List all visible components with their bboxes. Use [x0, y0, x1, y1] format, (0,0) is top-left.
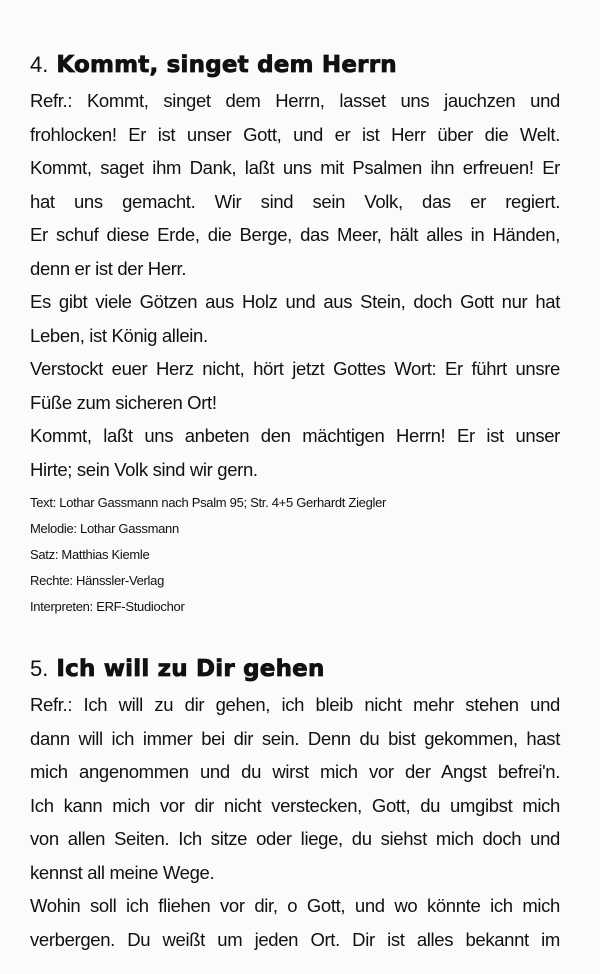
- lyric-line: mich angenommen und du wirst mich vor der Angst befrei'n.: [30, 761, 560, 782]
- song-credits: [30, 490, 560, 620]
- credit-performers: Interpreten: ERF-Studiochor: [30, 599, 185, 614]
- song-title: Ich will zu Dir gehen: [56, 656, 325, 682]
- song-number: 4.: [30, 52, 49, 77]
- lyric-line: Refr.: Kommt, singet dem Herrn, lasset uns jauchzen und: [30, 90, 560, 111]
- lyric-line: frohlocken! Er ist unser Gott, und er ist Herr über die Welt.: [30, 123, 560, 145]
- song-title: Kommt, singet dem Herrn: [56, 52, 397, 78]
- lyric-line: Wohin soll ich fliehen vor dir, o Gott, und wo könnte ich mich: [30, 895, 560, 916]
- song-number: 5.: [30, 656, 49, 681]
- lyric-line: hat uns gemacht. Wir sind sein Volk, das er regiert.: [30, 190, 560, 212]
- credit-arrangement: Satz: Matthias Kiemle: [30, 547, 150, 562]
- lyric-line: Es gibt viele Götzen aus Holz und aus Stein, doch Gott nur hat: [30, 291, 560, 312]
- song-4: [30, 52, 560, 620]
- lyric-line: Leben, ist König allein.: [30, 324, 208, 346]
- lyric-line: kennst all meine Wege.: [30, 861, 215, 883]
- song-lyrics: [30, 688, 560, 956]
- credit-rights: Rechte: Hänssler-Verlag: [30, 573, 164, 588]
- credit-melody: Melodie: Lothar Gassmann: [30, 521, 179, 536]
- song-heading: [30, 656, 560, 682]
- lyric-line: denn er ist der Herr.: [30, 257, 187, 279]
- credit-text: Text: Lothar Gassmann nach Psalm 95; Str. 4+5 Gerhardt Ziegler: [30, 495, 387, 510]
- lyric-line: verbergen. Du weißt um jeden Ort. Dir ist alles bekannt im: [30, 928, 560, 950]
- lyric-line: Füße zum sicheren Ort!: [30, 391, 217, 413]
- lyric-line: Kommt, saget ihm Dank, laßt uns mit Psalmen ihn erfreuen! Er: [30, 157, 560, 178]
- lyric-line: von allen Seiten. Ich sitze oder liege, du siehst mich doch und: [30, 828, 560, 849]
- lyric-line: Er schuf diese Erde, die Berge, das Meer, hält alles in Händen,: [30, 224, 560, 245]
- lyric-line: Kommt, laßt uns anbeten den mächtigen Herrn! Er ist unser: [30, 425, 560, 446]
- lyric-line: Refr.: Ich will zu dir gehen, ich bleib nicht mehr stehen und: [30, 694, 560, 715]
- song-heading: [30, 52, 560, 78]
- song-5: [30, 656, 560, 956]
- lyric-line: Verstockt euer Herz nicht, hört jetzt Gottes Wort: Er führt unsre: [30, 358, 560, 379]
- lyric-line: Ich kann mich vor dir nicht verstecken, Gott, du umgibst mich: [30, 794, 560, 816]
- song-lyrics: [30, 84, 560, 486]
- lyric-line: dann will ich immer bei dir sein. Denn du bist gekommen, hast: [30, 727, 560, 749]
- lyric-line: Hirte; sein Volk sind wir gern.: [30, 458, 258, 480]
